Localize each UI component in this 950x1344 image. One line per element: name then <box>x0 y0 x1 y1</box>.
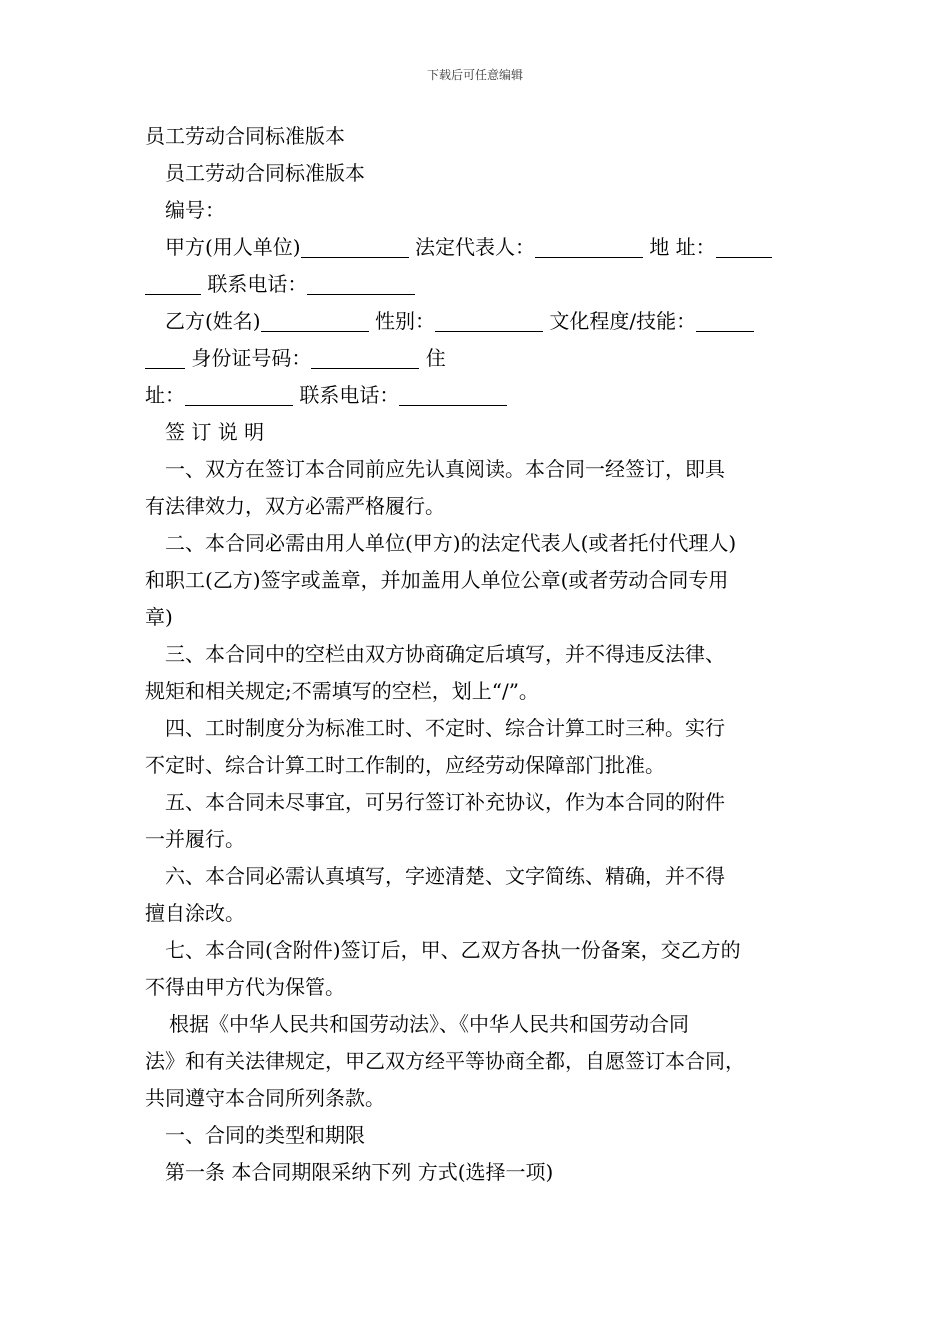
party-b-name-label: 乙方(姓名) <box>165 309 261 333</box>
party-b-line-3 <box>145 377 810 414</box>
party-a-rep-blank[interactable] <box>535 235 643 258</box>
body-line: 一并履行。 <box>145 827 245 851</box>
body-line: 法》和有关法律规定，甲乙双方经平等协商全都，自愿签订本合同， <box>145 1049 745 1073</box>
body-line: 章) <box>145 605 173 629</box>
party-a-line-1 <box>145 229 810 266</box>
party-a-addr-blank[interactable] <box>716 235 772 258</box>
party-b-edu-blank[interactable] <box>696 309 754 332</box>
party-b-addr-blank[interactable] <box>185 383 293 406</box>
party-a-unit-label: 甲方(用人单位) <box>165 235 301 259</box>
body-line: 和职工(乙方)签字或盖章，并加盖用人单位公章(或者劳动合同专用 <box>145 568 729 592</box>
party-b-edu-label: 文化程度/技能： <box>549 309 697 333</box>
body-line: 二、本合同必需由用人单位(甲方)的法定代表人(或者托付代理人) <box>165 531 737 555</box>
body-line: 四、工时制度分为标准工时、不定时、综合计算工时三种。实行 <box>165 716 725 740</box>
party-b-edu-blank-cont[interactable] <box>145 346 185 369</box>
body-line: 规矩和相关规定;不需填写的空栏，划上“/”。 <box>145 679 539 703</box>
body-line: 共同遵守本合同所列条款。 <box>145 1086 385 1110</box>
notes-heading: 签 订 说 明 <box>165 420 265 444</box>
body-line: 不定时、综合计算工时工作制的，应经劳动保障部门批准。 <box>145 753 665 777</box>
body-line: 五、本合同未尽事宜，可另行签订补充协议，作为本合同的附件 <box>165 790 725 814</box>
document-body <box>145 118 810 1191</box>
contract-number-label: 编号： <box>165 198 225 222</box>
party-a-unit-blank[interactable] <box>301 235 409 258</box>
party-b-addr-label-b: 址： <box>145 383 185 407</box>
party-a-addr-blank-cont[interactable] <box>145 272 201 295</box>
party-b-gender-blank[interactable] <box>435 309 543 332</box>
body-line: 擅自涂改。 <box>145 901 245 925</box>
party-a-line-2 <box>145 266 810 303</box>
body-line: 七、本合同(含附件)签订后，甲、乙双方各执一份备案，交乙方的 <box>165 938 741 962</box>
header-note: 下载后可任意编辑 <box>426 68 523 82</box>
document-title: 员工劳动合同标准版本 <box>145 124 345 148</box>
party-a-addr-label: 地 址： <box>649 235 716 259</box>
party-b-phone-label: 联系电话： <box>299 383 400 407</box>
party-b-id-label: 身份证号码： <box>191 346 312 370</box>
party-a-phone-label: 联系电话： <box>207 272 308 296</box>
section-heading: 一、合同的类型和期限 <box>165 1123 365 1147</box>
party-b-addr-label-a: 住 <box>425 346 446 370</box>
party-a-rep-label: 法定代表人： <box>414 235 535 259</box>
party-a-phone-blank[interactable] <box>307 272 415 295</box>
body-line: 不得由甲方代为保管。 <box>145 975 345 999</box>
body-line: 根据《中华人民共和国劳动法》、《中华人民共和国劳动合同 <box>169 1012 689 1036</box>
body-line: 有法律效力，双方必需严格履行。 <box>145 494 445 518</box>
party-b-id-blank[interactable] <box>311 346 419 369</box>
party-b-line-2 <box>145 340 810 377</box>
article-line: 第一条 本合同期限采纳下列 方式(选择一项) <box>165 1160 554 1184</box>
document-subtitle: 员工劳动合同标准版本 <box>165 161 365 185</box>
body-line: 六、本合同必需认真填写，字迹清楚、文字简练、精确，并不得 <box>165 864 725 888</box>
party-b-line-1 <box>145 303 810 340</box>
body-line: 三、本合同中的空栏由双方协商确定后填写，并不得违反法律、 <box>165 642 725 666</box>
party-b-gender-label: 性别： <box>374 309 435 333</box>
party-b-name-blank[interactable] <box>261 309 369 332</box>
body-line: 一、双方在签订本合同前应先认真阅读。本合同一经签订，即具 <box>165 457 725 481</box>
party-b-phone-blank[interactable] <box>399 383 507 406</box>
